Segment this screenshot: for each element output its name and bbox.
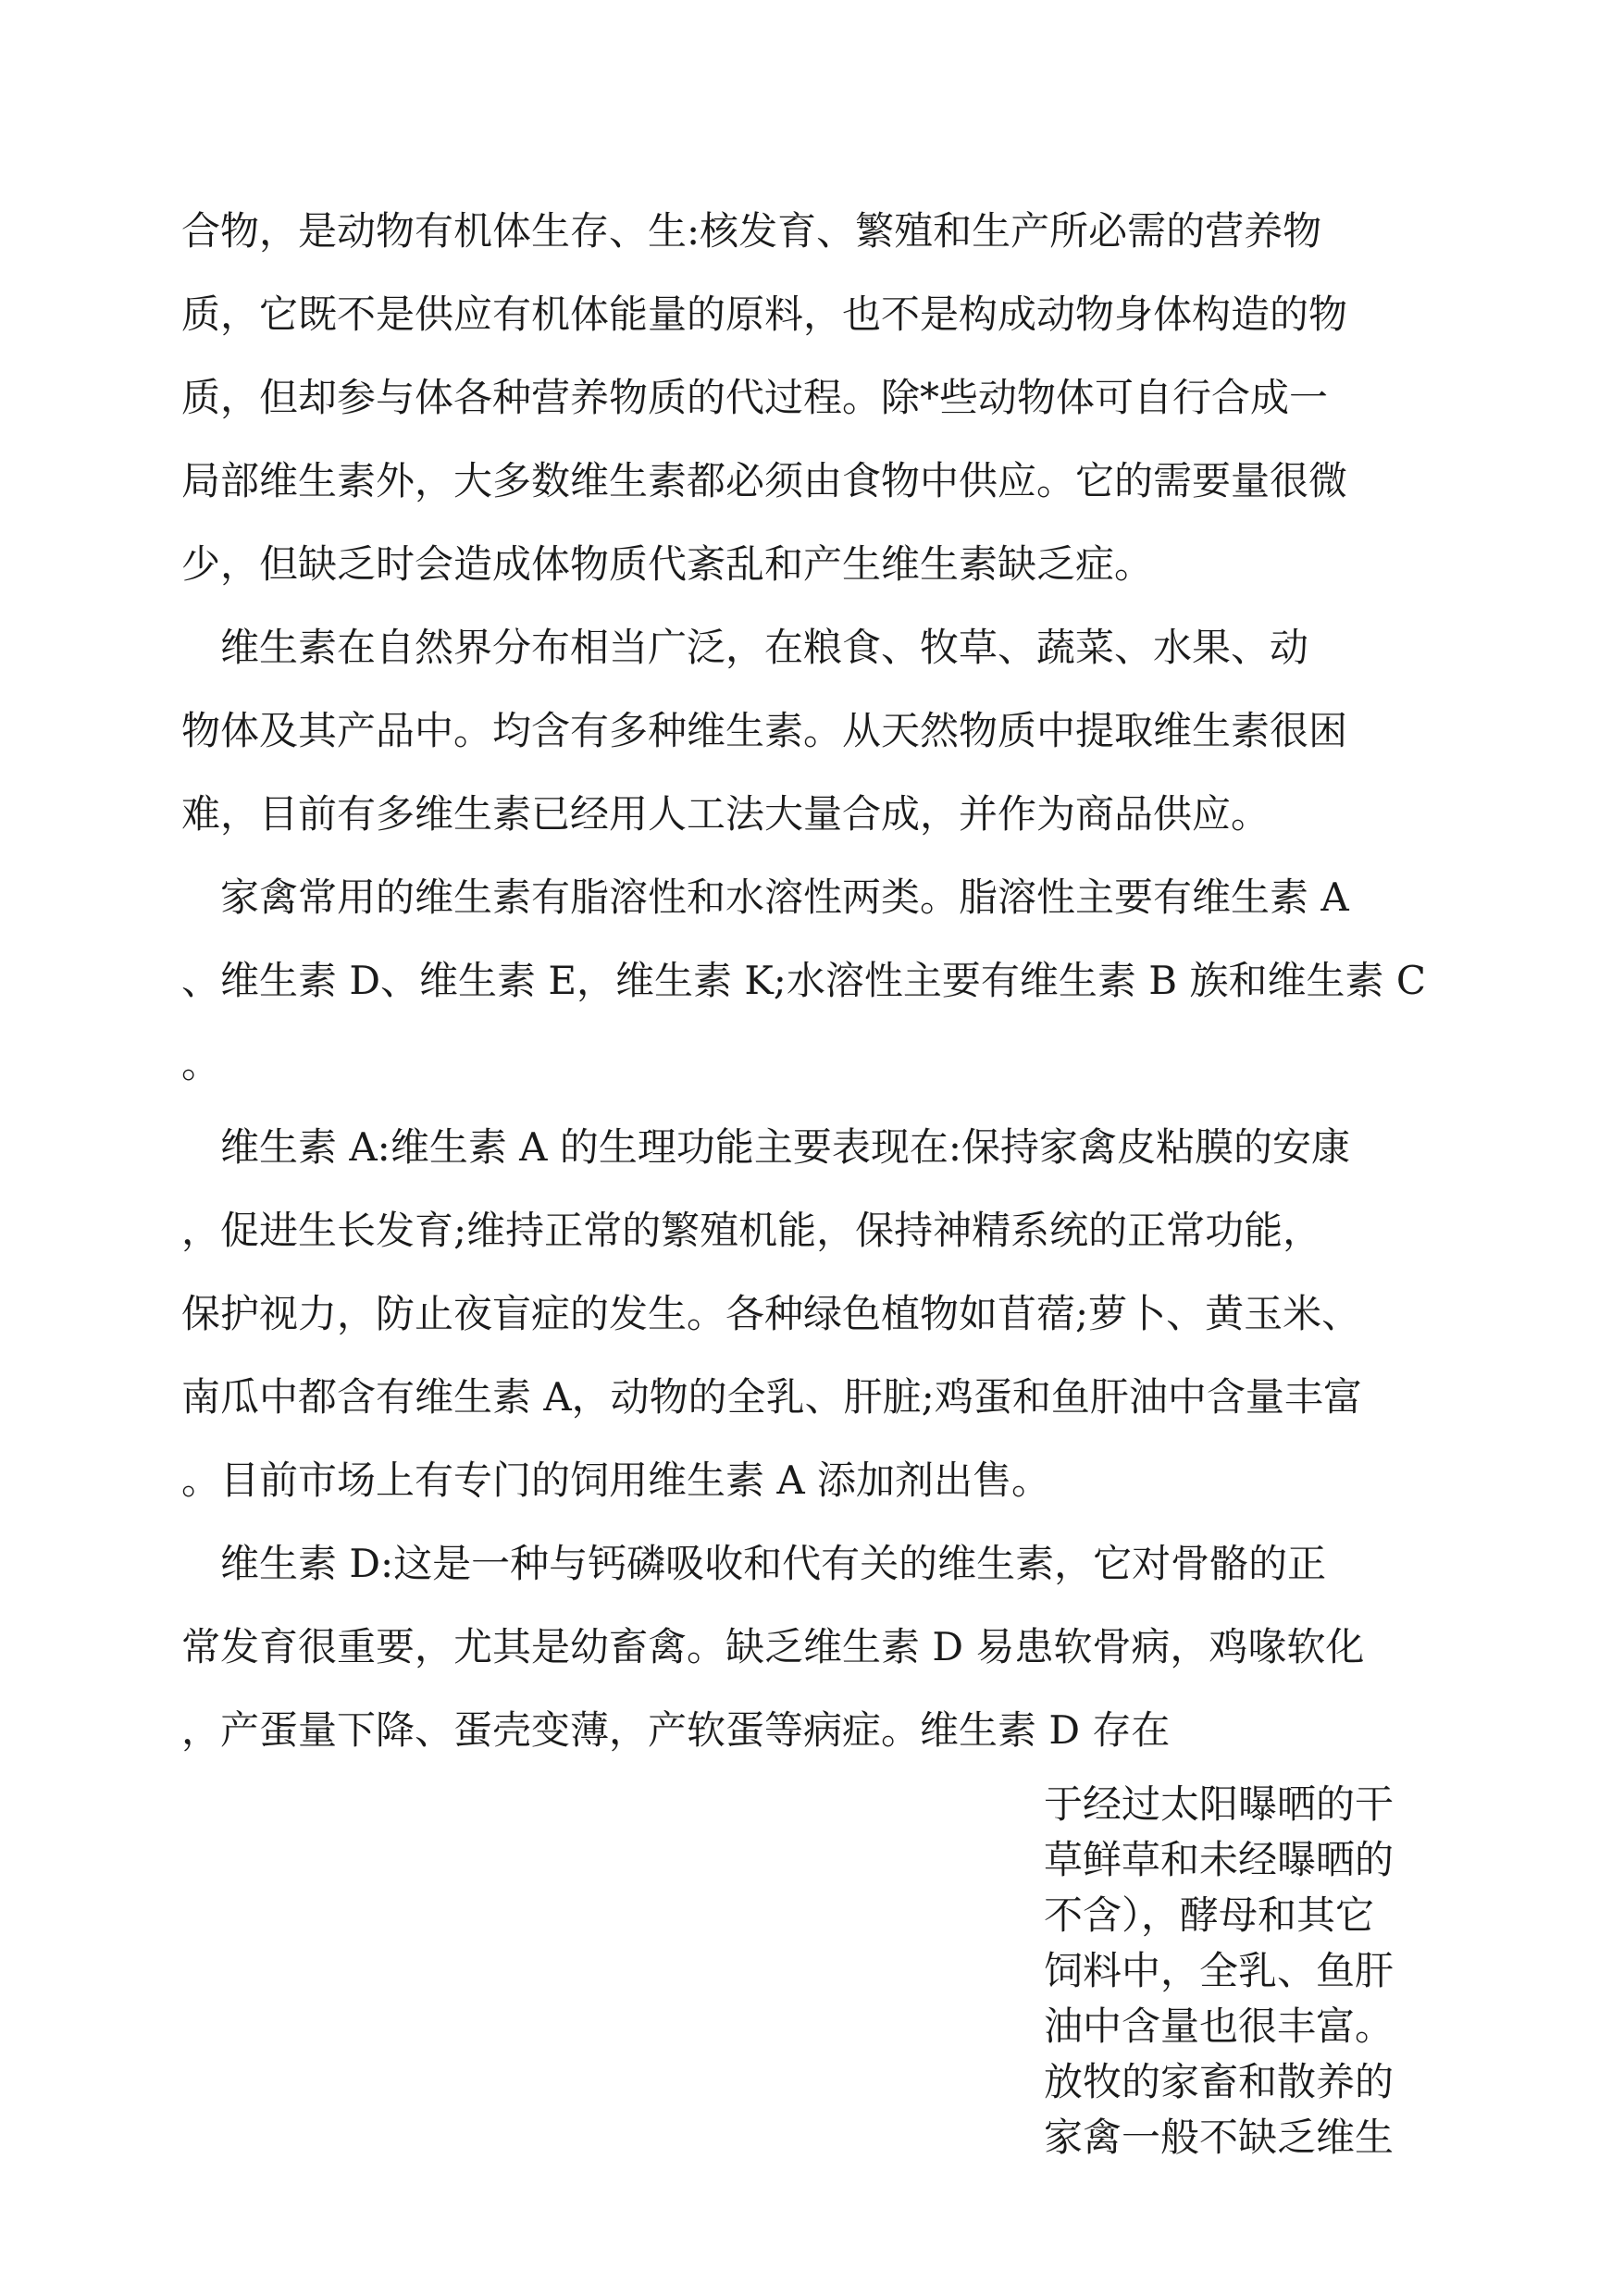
side-text-line: 不含），酵母和其它 — [1044, 1892, 1375, 1938]
side-text-line: 于经过太阳曝晒的干 — [1044, 1781, 1395, 1827]
main-text-block — [181, 190, 1449, 1772]
side-text-line: 饲料中，全乳、鱼肝 — [1044, 1948, 1395, 1993]
text-line: 少，但缺乏时会造成体物质代紊乱和产生维生素缺乏症。 — [181, 541, 1154, 587]
text-line: 合物，是动物有机体生存、生:核发育、繁殖和生产所必需的营养物 — [181, 208, 1322, 254]
text-line: 。目前市场上有专门的饲用维生素 A 添加剂出售。 — [181, 1458, 1051, 1503]
side-text-line: 放牧的家畜和散养的 — [1044, 2059, 1395, 2104]
side-text-line: 油中含量也很丰富。 — [1044, 2003, 1395, 2049]
text-line: ，产蛋量下降、蛋壳变薄，产软蛋等病症。维生素 D 存在 — [181, 1707, 1171, 1753]
text-line: 常发育很重要，尤其是幼畜禽。缺乏维生素 D 易患软骨病，鸡喙软化 — [181, 1624, 1365, 1669]
text-line: 难，目前有多维生素已经用人工法大量合成，并作为商品供应。 — [181, 791, 1271, 837]
text-line: 保护视力，防止夜盲症的发生。各种绿色植物如苜蓿;萝卜、黄玉米、 — [181, 1291, 1361, 1336]
text-line: 质，它既不是供应有机体能量的原料，也不是构成动物身体构造的物 — [181, 292, 1348, 337]
side-text-block — [1044, 1777, 1451, 2165]
text-line: 局部维生素外，大多数维生素都必须由食物中供应。它的需要量很微 — [181, 458, 1348, 503]
side-text-line: 家禽一般不缺乏维生 — [1044, 2115, 1395, 2160]
text-line: 家禽常用的维生素有脂溶性和水溶性两类。脂溶性主要有维生素 A — [181, 875, 1349, 920]
text-line: 物体及其产品中。均含有多种维生素。从天然物质中提取维生素很困 — [181, 708, 1348, 753]
text-line: 、维生素 D、维生素 E，维生素 K;水溶性主要有维生素 B 族和维生素 C — [181, 958, 1426, 1003]
text-line: 。 — [181, 1041, 221, 1086]
text-line: 维生素在自然界分布相当广泛，在粮食、牧草、蔬菜、水果、动 — [181, 625, 1309, 670]
text-line: 质，但却参与体各种营养物质的代过程。除*些动物体可自行合成一 — [181, 375, 1329, 420]
text-line: 南瓜中都含有维生素 A，动物的全乳、肝脏;鸡蛋和鱼肝油中含量丰富 — [181, 1374, 1362, 1420]
side-text-line: 草鲜草和未经曝晒的 — [1044, 1837, 1395, 1882]
text-line: ，促进生长发育;维持正常的繁殖机能，保持神精系统的正常功能， — [181, 1208, 1322, 1253]
text-line: 维生素 D:这是一种与钙磷吸收和代有关的维生素，它对骨骼的正 — [181, 1541, 1327, 1586]
text-line: 维生素 A:维生素 A 的生理功能主要表现在:保持家禽皮粘膜的安康 — [181, 1124, 1351, 1170]
